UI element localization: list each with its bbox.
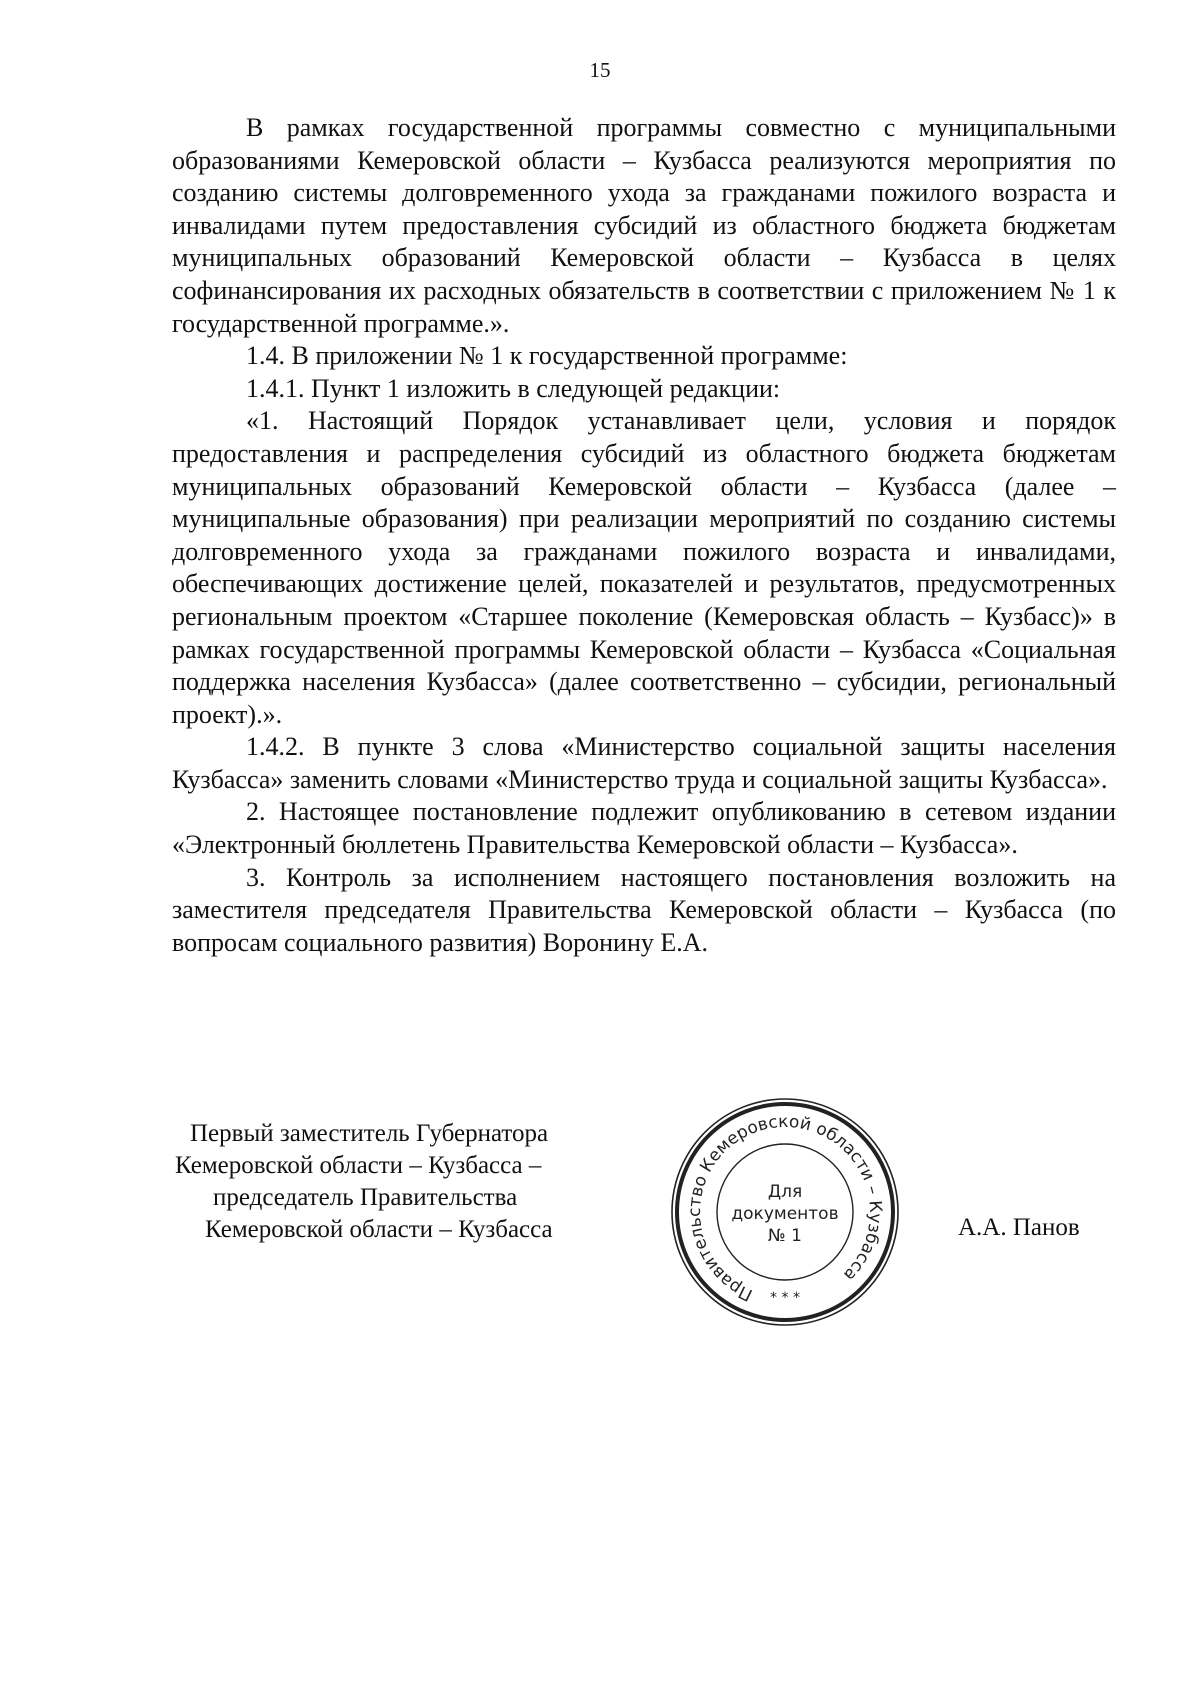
signatory-title-line: Кемеровской области – Кузбасса – (175, 1152, 542, 1179)
paragraph: 1.4.1. Пункт 1 изложить в следующей редакции: (246, 373, 781, 403)
signatory-title-line: Кемеровской области – Кузбасса (205, 1216, 553, 1243)
signatory-name: А.А. Панов (958, 1214, 1080, 1241)
seal-stars: * * * (770, 1290, 800, 1306)
seal-center-line: № 1 (768, 1226, 802, 1246)
official-seal (668, 1095, 902, 1329)
signatory-title (160, 1118, 620, 1246)
page-number: 15 (589, 58, 611, 82)
signatory-title-line: Первый заместитель Губернатора (190, 1120, 549, 1147)
seal-center-line: Для (767, 1182, 803, 1202)
seal-center-line: документов (731, 1204, 839, 1224)
paragraph: 1.4. В приложении № 1 к государственной программе: (246, 341, 848, 371)
seal-ring-text: Правительство Кемеровской области – Кузбасса (685, 1111, 886, 1305)
paragraph: 2. Настоящее постановление подлежит опубликованию в сетевом издании «Электронный бюллетень Правительства Кемеровской области – Кузбасса». (172, 797, 1116, 860)
paragraph: 3. Контроль за исполнением настоящего постановления возложить на заместителя председателя Правительства Кемеровской области – Кузбасса (по вопросам социального развития) Воронину Е.А. (172, 862, 1116, 957)
signatory-title-line: председатель Правительства (213, 1184, 518, 1211)
paragraph: В рамках государственной программы совместно с муниципальными образованиями Кемеровской области – Кузбасса реализуются мероприятия по созданию системы долговременного ухода за гражданами пожилого возраста и инвалидами путем предоставления субсидий из областного бюджета бюджетам муниципальных образований Кемеровской области – Кузбасса в целях софинансирования их расходных обязательств в соответствии с приложением № 1 к государственной программе.». (172, 113, 1116, 338)
document-body (172, 112, 1116, 959)
paragraph: 1.4.2. В пункте 3 слова «Министерство социальной защиты населения Кузбасса» заменить словами «Министерство труда и социальной защиты Кузбасса». (172, 732, 1116, 794)
paragraph: «1. Настоящий Порядок устанавливает цели, условия и порядок предоставления и распределения субсидий из областного бюджета бюджетам муниципальных образований Кемеровской области – Кузбасса (далее – муниципальные образования) при реализации мероприятий по созданию системы долговременного ухода за гражданами пожилого возраста и инвалидами, обеспечивающих достижение целей, показателей и результатов, предусмотренных региональным проектом «Старшее поколение (Кемеровская область – Кузбасс)» в рамках государственной программы Кемеровской области – Кузбасса «Социальная поддержка населения Кузбасса» (далее соответственно – субсидии, региональный проект).». (172, 406, 1116, 729)
